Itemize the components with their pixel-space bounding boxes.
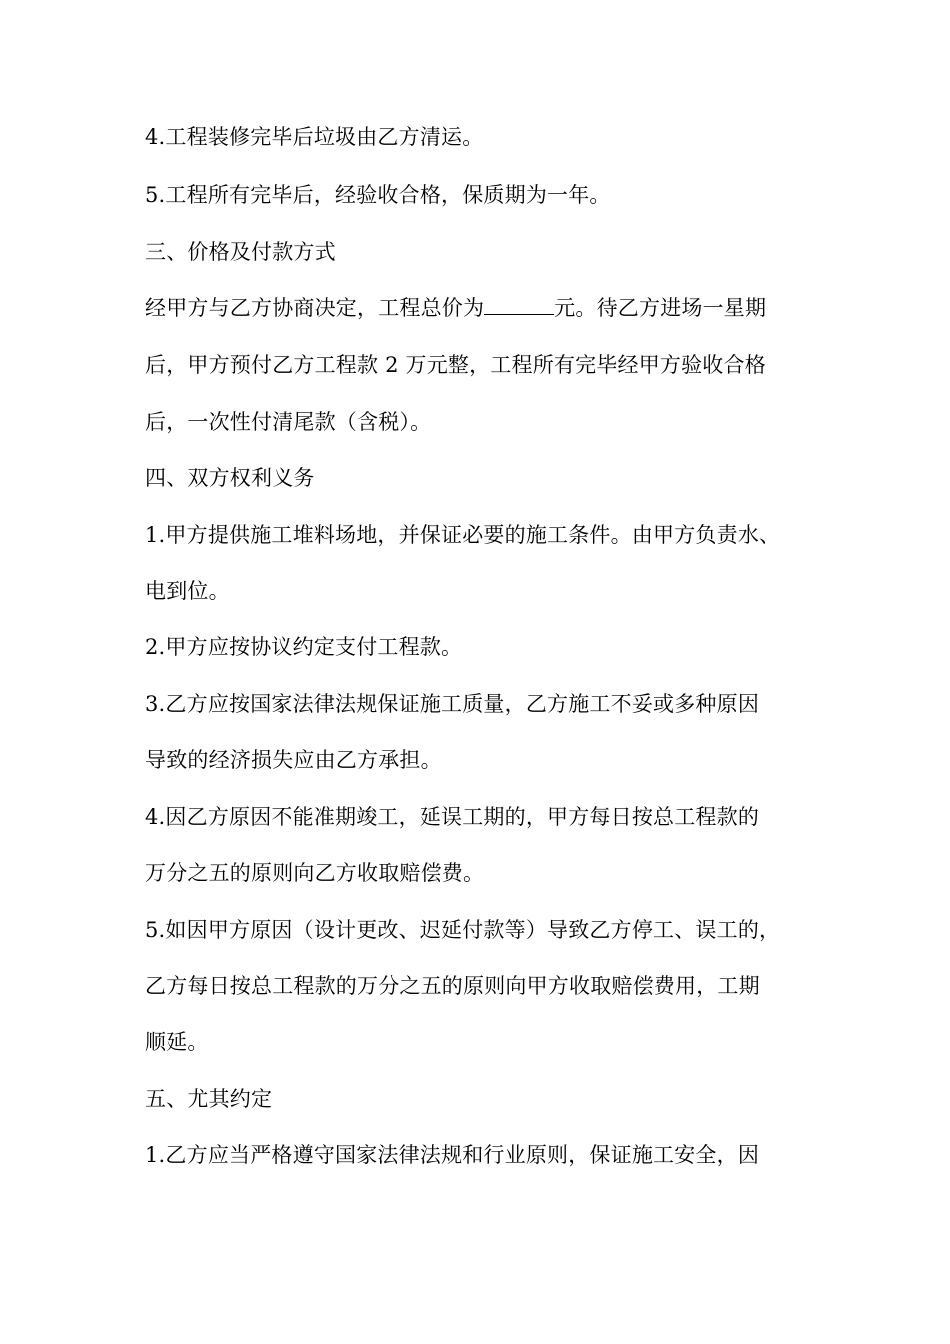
clause-4-1-line-2: 电到位。 xyxy=(145,579,230,603)
clause-4-5-line-3: 顺延。 xyxy=(145,1030,209,1054)
section-heading-special: 五、尤其约定 xyxy=(145,1087,273,1111)
price-paragraph-line-2: 后，甲方预付乙方工程款 2 万元整，工程所有完毕经甲方验收合格 xyxy=(145,353,766,377)
clause-4-2: 2.甲方应按协议约定支付工程款。 xyxy=(145,635,463,659)
clause-4-3-line-2: 导致的经济损失应由乙方承担。 xyxy=(145,748,442,772)
clause-4-4-line-2: 万分之五的原则向乙方收取赔偿费。 xyxy=(145,861,485,885)
price-text-after: 元。待乙方进场一星期 xyxy=(554,296,767,320)
price-paragraph-line-3: 后，一次性付清尾款（含税）。 xyxy=(145,410,432,434)
clause-3-4: 4.工程装修完毕后垃圾由乙方清运。 xyxy=(145,125,484,149)
clause-4-5-line-1: 5.如因甲方原因（设计更改、迟延付款等）导致乙方停工、误工的， xyxy=(145,918,781,942)
section-heading-price: 三、价格及付款方式 xyxy=(145,240,336,264)
clause-4-3-line-1: 3.乙方应按国家法律法规保证施工质量，乙方施工不妥或多种原因 xyxy=(145,692,760,716)
section-heading-rights: 四、双方权利义务 xyxy=(145,466,315,490)
price-text-before: 经甲方与乙方协商决定，工程总价为 xyxy=(145,296,485,320)
price-blank xyxy=(484,296,554,315)
price-paragraph-line-1 xyxy=(145,293,825,323)
clause-4-4-line-1: 4.因乙方原因不能准期竣工，延误工期的，甲方每日按总工程款的 xyxy=(145,805,760,829)
clause-3-5: 5.工程所有完毕后，经验收合格，保质期为一年。 xyxy=(145,183,611,207)
clause-4-5-line-2: 乙方每日按总工程款的万分之五的原则向甲方收取赔偿费用，工期 xyxy=(145,974,760,998)
clause-4-1-line-1: 1.甲方提供施工堆料场地，并保证必要的施工条件。由甲方负责水、 xyxy=(145,523,781,547)
clause-5-1-line-1: 1.乙方应当严格遵守国家法律法规和行业原则，保证施工安全，因 xyxy=(145,1143,760,1167)
